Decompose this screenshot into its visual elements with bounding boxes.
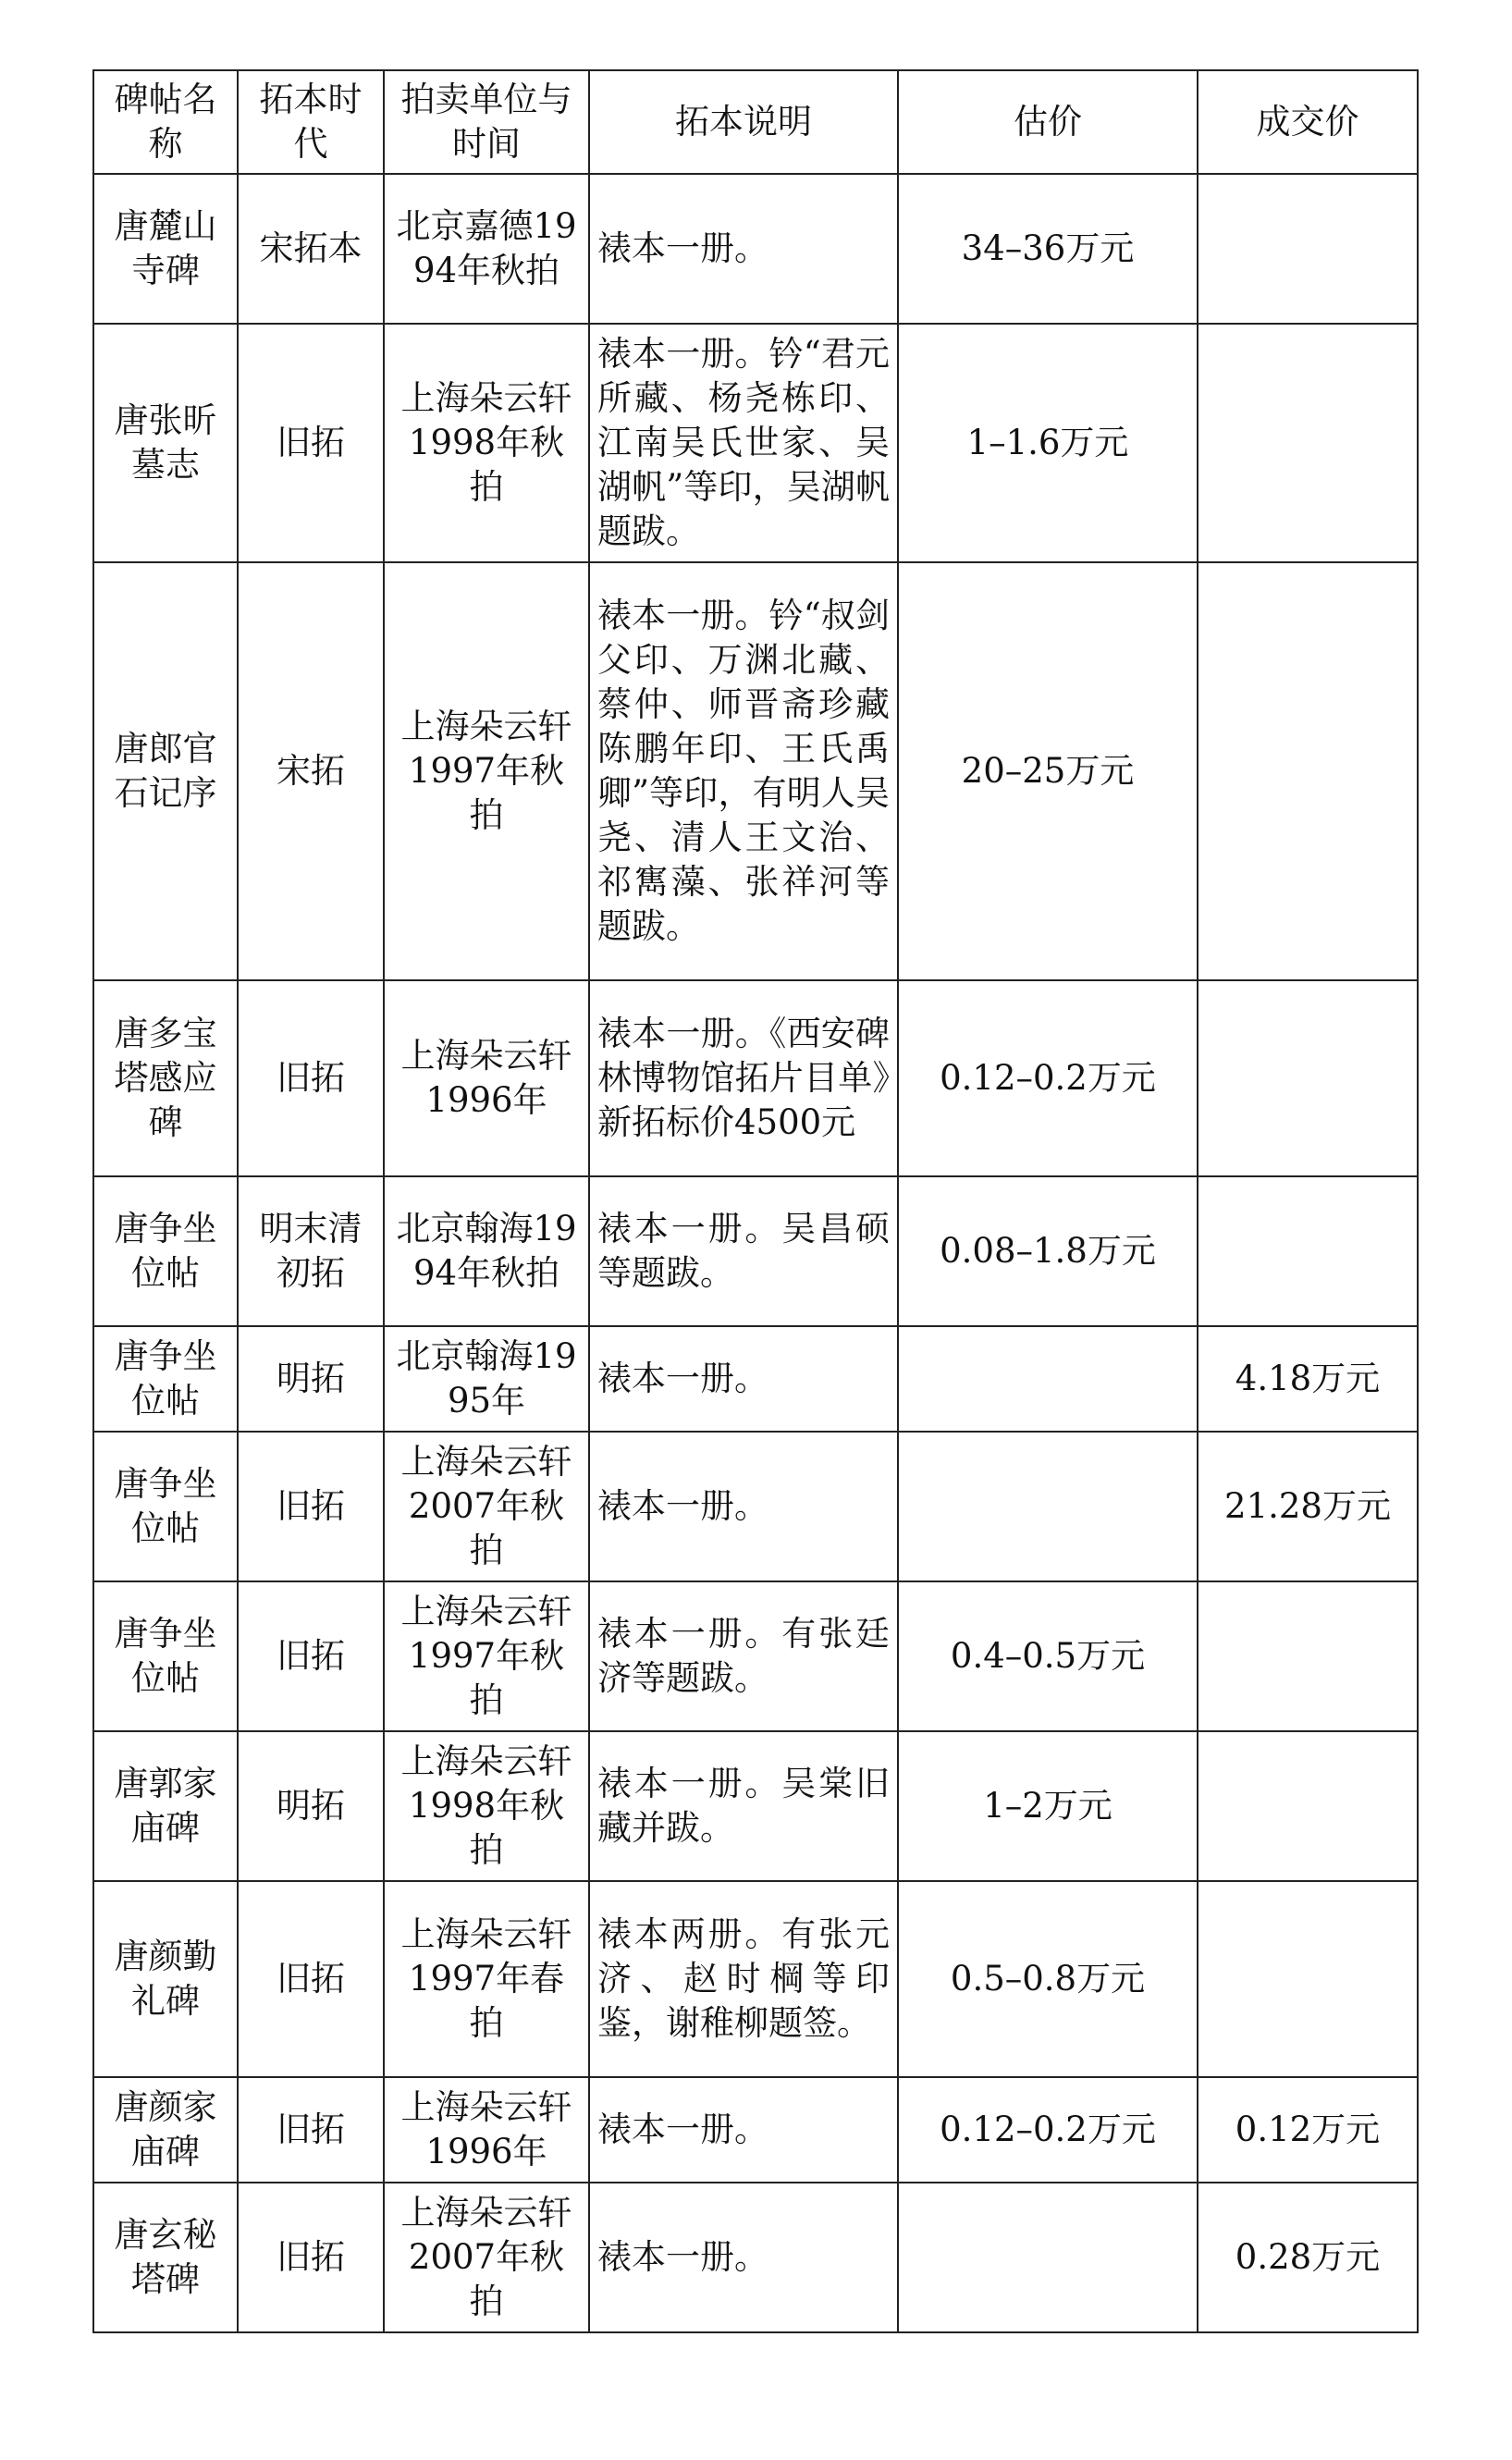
cell-auction: 上海朵云轩1996年	[384, 2077, 589, 2183]
cell-era: 旧拓	[238, 324, 384, 562]
cell-description: 裱本一册。钤“叔剑父印、万渊北藏、蔡仲、师晋斋珍藏陈鹏年印、王氏禹卿”等印，有明人吴尧、清人王文治、祁寯藻、张祥河等题跋。	[589, 562, 898, 980]
header-price: 成交价	[1198, 70, 1418, 174]
cell-name: 唐颜家庙碑	[93, 2077, 238, 2183]
cell-price: 0.12万元	[1198, 2077, 1418, 2183]
cell-description: 裱本一册。	[589, 174, 898, 324]
cell-estimate: 0.08–1.8万元	[898, 1176, 1198, 1326]
table-row	[93, 174, 1418, 324]
header-row	[93, 70, 1418, 174]
cell-price	[1198, 980, 1418, 1176]
cell-estimate: 0.4–0.5万元	[898, 1581, 1198, 1731]
cell-name: 唐张昕墓志	[93, 324, 238, 562]
table-row	[93, 1326, 1418, 1432]
table-row	[93, 1731, 1418, 1881]
cell-name: 唐多宝塔感应碑	[93, 980, 238, 1176]
cell-auction: 上海朵云轩2007年秋拍	[384, 1432, 589, 1581]
cell-description: 裱本一册。	[589, 1432, 898, 1581]
cell-price: 4.18万元	[1198, 1326, 1418, 1432]
cell-auction: 北京翰海1995年	[384, 1326, 589, 1432]
cell-auction: 北京翰海1994年秋拍	[384, 1176, 589, 1326]
cell-era: 明拓	[238, 1731, 384, 1881]
cell-auction: 上海朵云轩1998年秋拍	[384, 1731, 589, 1881]
table-row	[93, 980, 1418, 1176]
table-row	[93, 324, 1418, 562]
cell-description: 裱本一册。	[589, 2183, 898, 2332]
header-name: 碑帖名称	[93, 70, 238, 174]
rubbing-auction-table	[92, 69, 1419, 2333]
cell-price: 0.28万元	[1198, 2183, 1418, 2332]
cell-estimate	[898, 1432, 1198, 1581]
cell-name: 唐争坐位帖	[93, 1581, 238, 1731]
header-estimate: 估价	[898, 70, 1198, 174]
cell-era: 旧拓	[238, 980, 384, 1176]
cell-estimate: 20–25万元	[898, 562, 1198, 980]
cell-price	[1198, 174, 1418, 324]
cell-era: 旧拓	[238, 2183, 384, 2332]
cell-name: 唐争坐位帖	[93, 1432, 238, 1581]
table-row	[93, 562, 1418, 980]
cell-estimate	[898, 2183, 1198, 2332]
cell-description: 裱本两册。有张元济、赵时棡等印鉴，谢稚柳题签。	[589, 1881, 898, 2077]
cell-price	[1198, 324, 1418, 562]
cell-name: 唐麓山寺碑	[93, 174, 238, 324]
cell-era: 宋拓本	[238, 174, 384, 324]
table-row	[93, 2183, 1418, 2332]
cell-era: 旧拓	[238, 1581, 384, 1731]
cell-era: 明末清初拓	[238, 1176, 384, 1326]
header-era: 拓本时代	[238, 70, 384, 174]
cell-name: 唐争坐位帖	[93, 1176, 238, 1326]
table-row	[93, 1881, 1418, 2077]
cell-auction: 上海朵云轩1997年秋拍	[384, 1581, 589, 1731]
cell-price	[1198, 562, 1418, 980]
cell-estimate: 1–2万元	[898, 1731, 1198, 1881]
cell-auction: 上海朵云轩1998年秋拍	[384, 324, 589, 562]
cell-era: 旧拓	[238, 1881, 384, 2077]
cell-estimate: 0.5–0.8万元	[898, 1881, 1198, 2077]
document-page	[92, 69, 1417, 2333]
cell-estimate: 34–36万元	[898, 174, 1198, 324]
cell-description: 裱本一册。吴昌硕等题跋。	[589, 1176, 898, 1326]
cell-era: 宋拓	[238, 562, 384, 980]
cell-description: 裱本一册。吴棠旧藏并跋。	[589, 1731, 898, 1881]
header-description: 拓本说明	[589, 70, 898, 174]
cell-description: 裱本一册。钤“君元所藏、杨尧栋印、江南吴氏世家、吴湖帆”等印，吴湖帆题跋。	[589, 324, 898, 562]
cell-estimate: 0.12–0.2万元	[898, 2077, 1198, 2183]
cell-name: 唐颜勤礼碑	[93, 1881, 238, 2077]
cell-description: 裱本一册。《西安碑林博物馆拓片目单》新拓标价4500元	[589, 980, 898, 1176]
table-row	[93, 2077, 1418, 2183]
cell-name: 唐玄秘塔碑	[93, 2183, 238, 2332]
table-row	[93, 1176, 1418, 1326]
cell-description: 裱本一册。	[589, 1326, 898, 1432]
header-auction: 拍卖单位与时间	[384, 70, 589, 174]
cell-era: 旧拓	[238, 2077, 384, 2183]
cell-price	[1198, 1581, 1418, 1731]
cell-estimate	[898, 1326, 1198, 1432]
cell-price	[1198, 1731, 1418, 1881]
table-row	[93, 1581, 1418, 1731]
cell-name: 唐郭家庙碑	[93, 1731, 238, 1881]
cell-description: 裱本一册。有张廷济等题跋。	[589, 1581, 898, 1731]
cell-price	[1198, 1881, 1418, 2077]
cell-auction: 北京嘉德1994年秋拍	[384, 174, 589, 324]
cell-name: 唐郎官石记序	[93, 562, 238, 980]
cell-auction: 上海朵云轩1996年	[384, 980, 589, 1176]
cell-era: 旧拓	[238, 1432, 384, 1581]
cell-price: 21.28万元	[1198, 1432, 1418, 1581]
cell-price	[1198, 1176, 1418, 1326]
cell-auction: 上海朵云轩1997年春拍	[384, 1881, 589, 2077]
table-row	[93, 1432, 1418, 1581]
cell-auction: 上海朵云轩2007年秋拍	[384, 2183, 589, 2332]
cell-auction: 上海朵云轩1997年秋拍	[384, 562, 589, 980]
cell-description: 裱本一册。	[589, 2077, 898, 2183]
cell-estimate: 0.12–0.2万元	[898, 980, 1198, 1176]
cell-era: 明拓	[238, 1326, 384, 1432]
cell-name: 唐争坐位帖	[93, 1326, 238, 1432]
cell-estimate: 1–1.6万元	[898, 324, 1198, 562]
